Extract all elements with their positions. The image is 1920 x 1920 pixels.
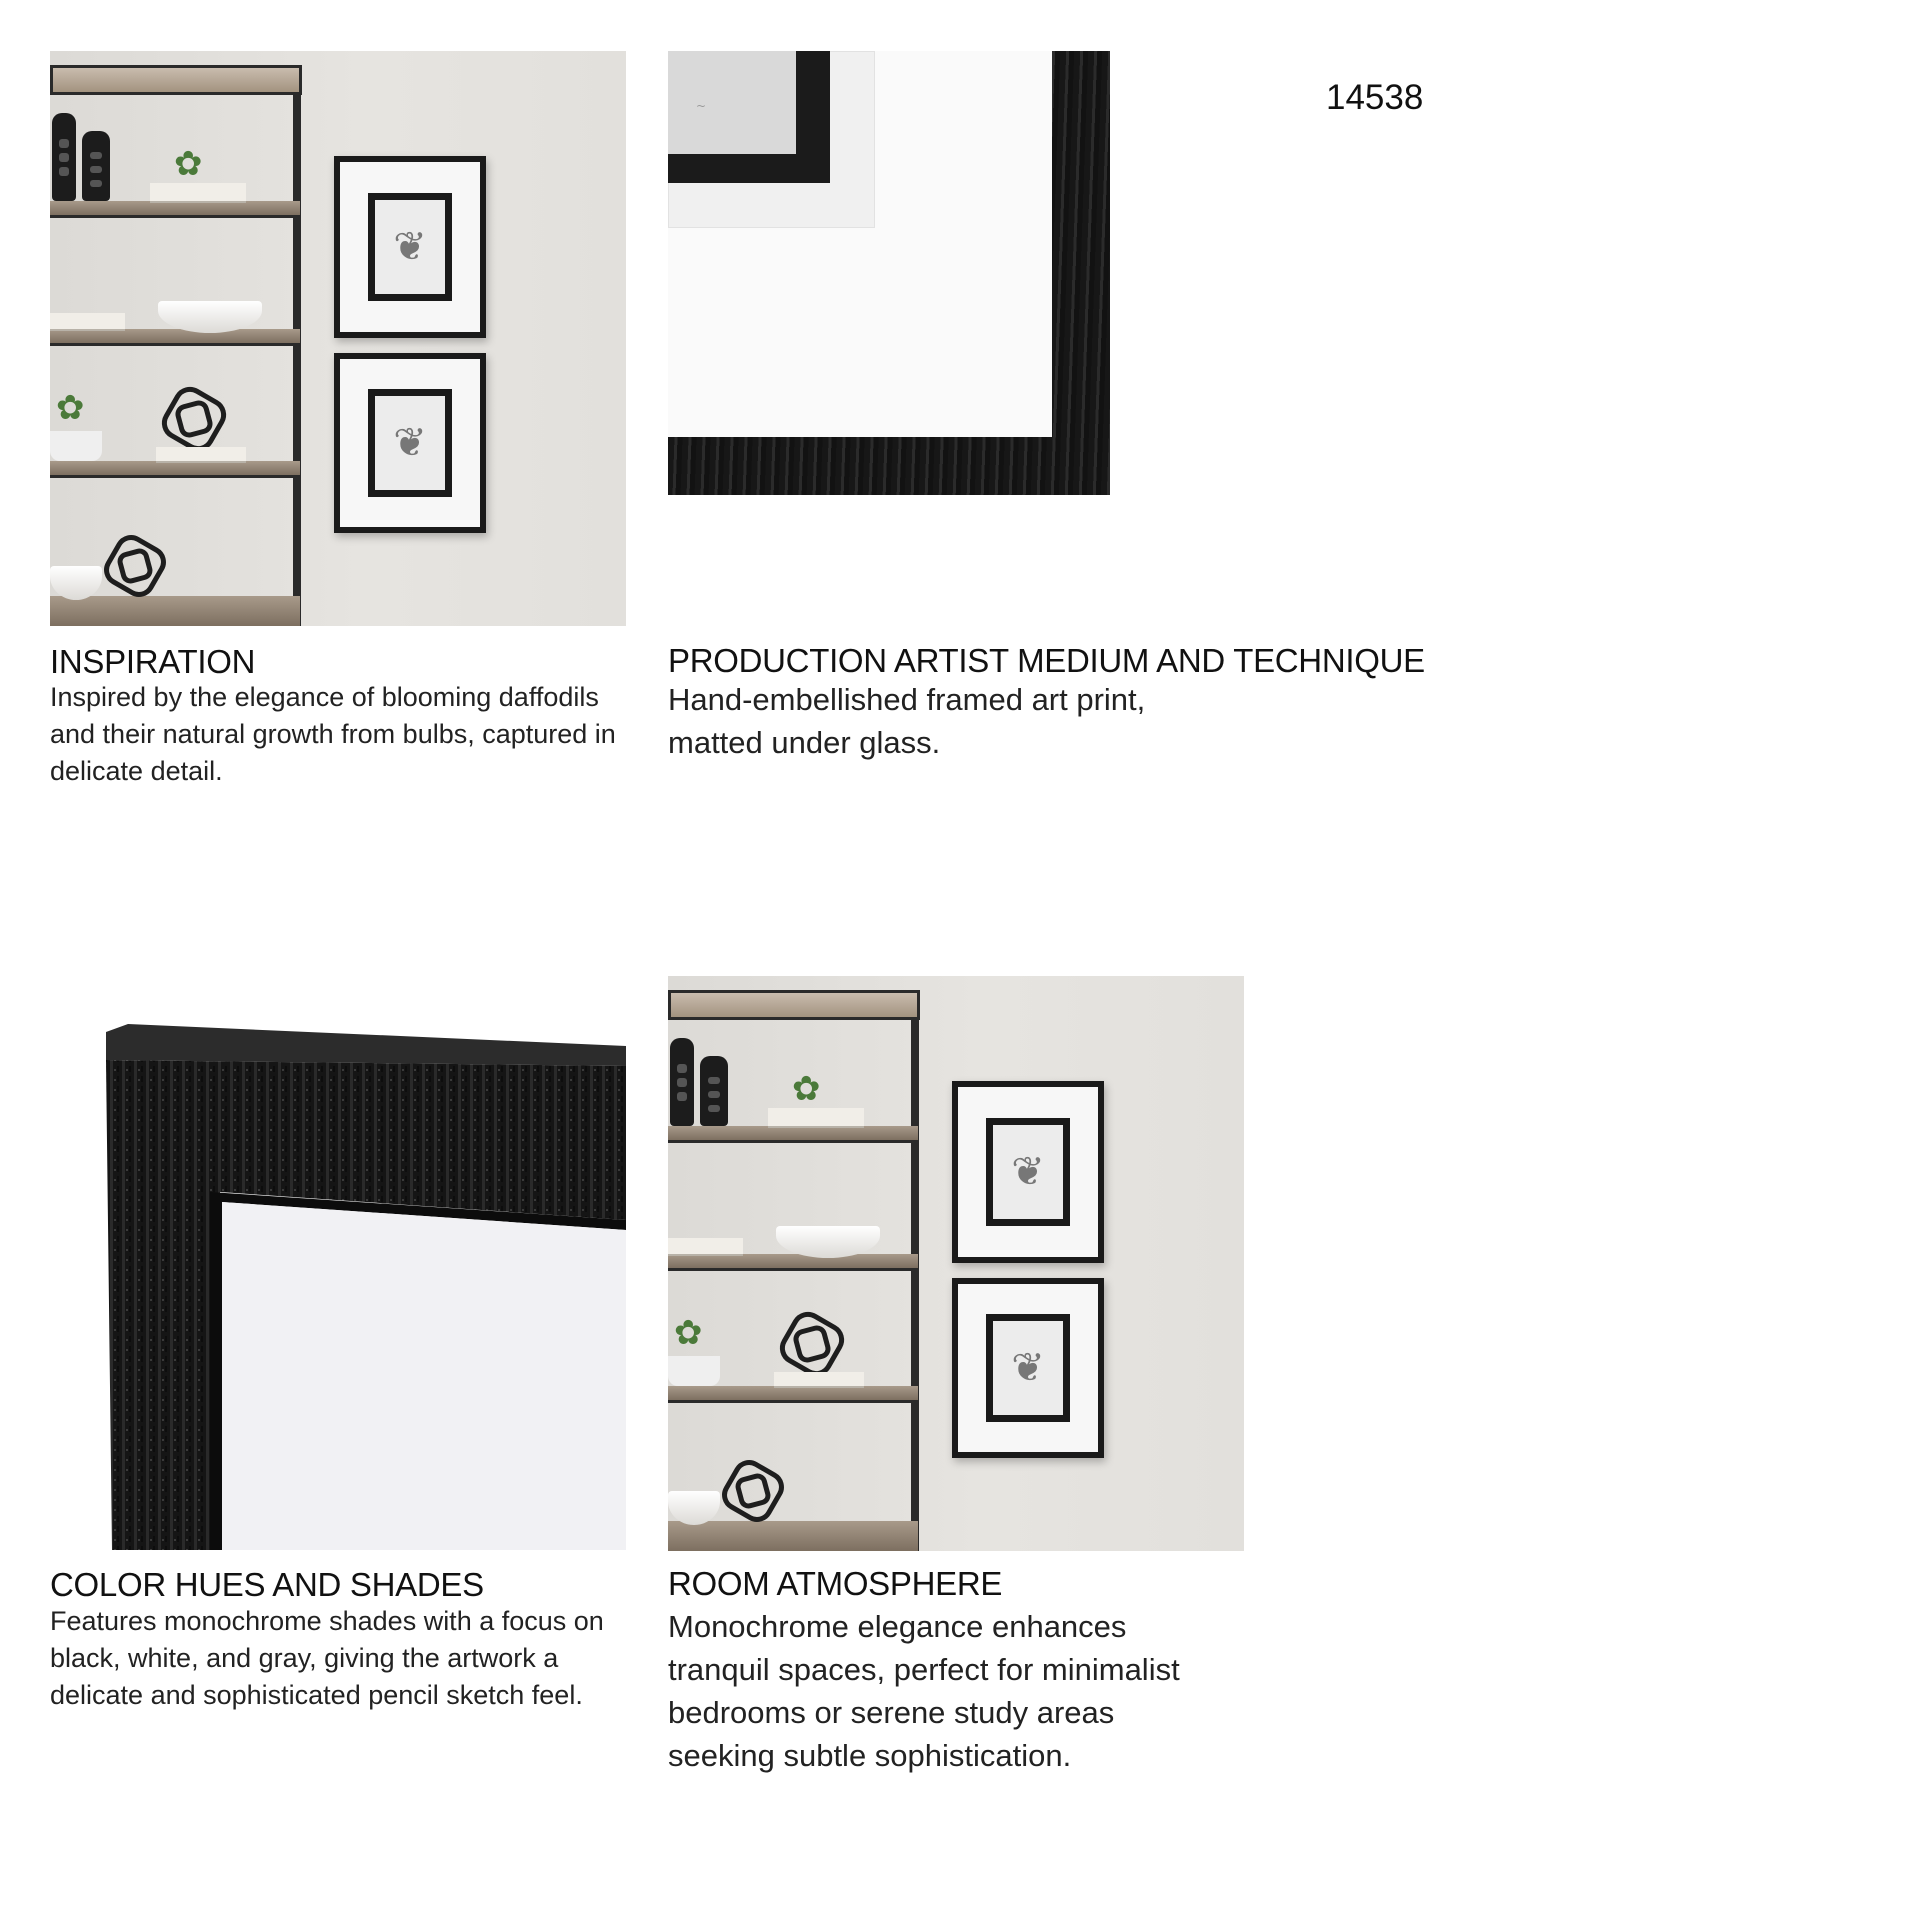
inspiration-heading: INSPIRATION <box>50 643 256 680</box>
room-photo: ✿ ✿ ❦ ❦ <box>668 976 1244 1551</box>
production-photo: ~ <box>668 51 1110 495</box>
inspiration-photo: ✿ ✿ ❦ ❦ <box>50 51 626 626</box>
product-sku: 14538 <box>1326 78 1424 117</box>
inspiration-text: Inspired by the elegance of blooming daffodils and their natural growth from bulbs, captured in delicate detail. <box>50 682 616 786</box>
room-heading: ROOM ATMOSPHERE <box>668 1565 1003 1602</box>
color-photo <box>50 1024 626 1550</box>
room-text: Monochrome elegance enhances tranquil spaces, perfect for minimalist bedrooms or serene study areas seeking subtle sophistication. <box>668 1609 1180 1773</box>
color-text: Features monochrome shades with a focus on black, white, and gray, giving the artwork a delicate and sophisticated pencil sketch feel. <box>50 1606 604 1710</box>
production-text: Hand-embellished framed art print, matted under glass. <box>668 682 1146 760</box>
color-heading: COLOR HUES AND SHADES <box>50 1566 484 1603</box>
angled-frame-illustration <box>50 1024 626 1550</box>
production-heading: PRODUCTION ARTIST MEDIUM AND TECHNIQUE <box>668 642 1425 679</box>
